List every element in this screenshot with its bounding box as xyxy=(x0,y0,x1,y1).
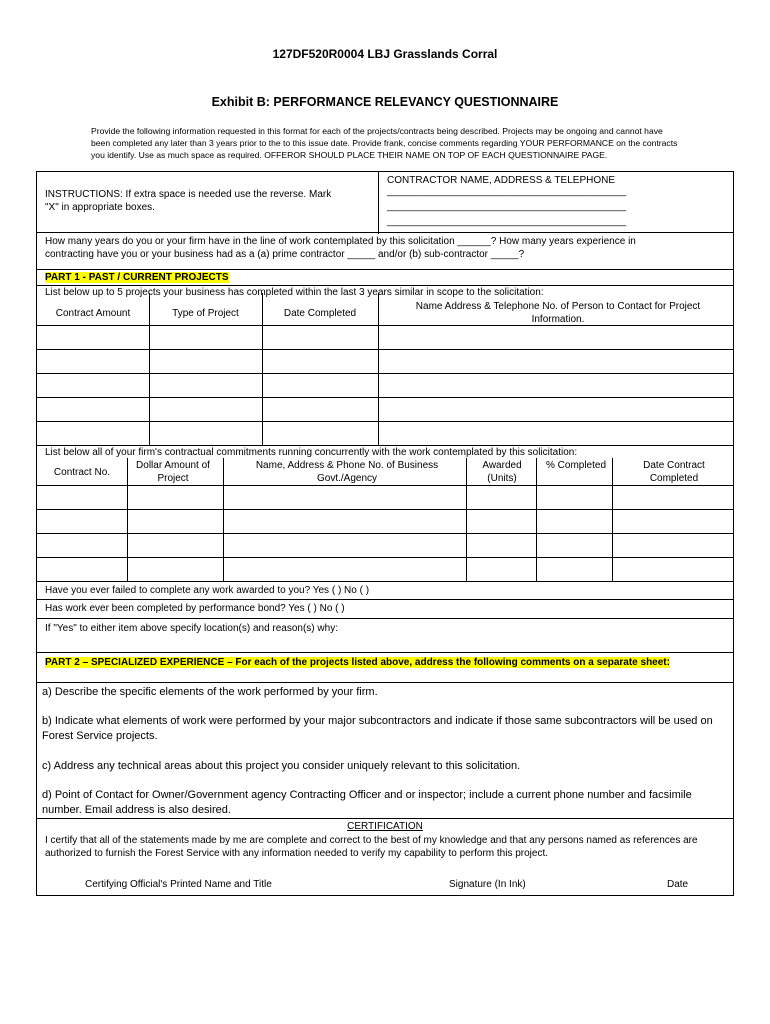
instructions-text: INSTRUCTIONS: If extra space is needed use the reverse. Mark "X" in appropriate boxes. xyxy=(45,189,332,213)
certification-text: I certify that all of the statements made by me are complete and correct to the best of my knowledge and that any persons named as references are authorized to furnish the Forest Service with any information needed to verify my capability to perform this project. xyxy=(45,835,698,859)
part2-item-c: c) Address any technical areas about this project you consider uniquely relevant to this solicitation. xyxy=(42,760,521,772)
col-awarded-units: Awarded (Units) xyxy=(482,460,522,484)
contractor-blank-2[interactable]: ___________________________________________ xyxy=(387,201,627,212)
col-contact-info: Name Address & Telephone No. of Person to Contact for Project Information. xyxy=(415,301,701,325)
contractor-box xyxy=(36,171,734,233)
col-date-contract-completed: Date Contract Completed xyxy=(643,460,705,484)
col-contract-amount: Contract Amount xyxy=(55,308,131,319)
concurrent-instruction: List below all of your firm's contractual commitments running concurrently with the work contemplated by this solicitation: xyxy=(45,447,578,458)
col-business-name: Name, Address & Phone No. of Business Govt./Agency xyxy=(255,460,439,484)
table-row[interactable] xyxy=(37,533,733,534)
exhibit-heading: Exhibit B: PERFORMANCE RELEVANCY QUESTIONNAIRE xyxy=(211,95,559,109)
part2-item-b: b) Indicate what elements of work were performed by your major subcontractors and indicate if those same subcontractors will be used on Forest Service projects. xyxy=(42,715,713,742)
part2-item-a: a) Describe the specific elements of the work performed by your firm. xyxy=(42,686,378,698)
table-row[interactable] xyxy=(37,509,733,510)
table-row[interactable] xyxy=(37,397,733,398)
intro-paragraph: Provide the following information requested in this format for each of the projects/contracts being described. Projects may be ongoing and cannot have been completed any later than 3 years prior to the to this issue date. Provide frank, concise comments regarding YOUR PERFORMANCE on the contracts you identify. Use as much space as required. OFFEROR SHOULD PLACE THEIR NAME ON TOP OF EACH QUESTIONNAIRE PAGE. xyxy=(91,126,678,160)
certifying-official-label: Certifying Official's Printed Name and Title xyxy=(85,879,272,890)
date-label: Date xyxy=(667,879,689,890)
col-contract-no: Contract No. xyxy=(53,467,111,478)
table-row[interactable] xyxy=(37,421,733,422)
part2-heading: PART 2 – SPECIALIZED EXPERIENCE – For each of the projects listed above, address the following comments on a separate sheet: xyxy=(45,657,670,668)
questionnaire-form xyxy=(36,232,734,896)
col-type-of-project: Type of Project xyxy=(172,308,239,319)
contractor-blank-1[interactable]: ___________________________________________ xyxy=(387,186,627,197)
contractor-label: CONTRACTOR NAME, ADDRESS & TELEPHONE xyxy=(387,175,616,186)
yes-explanation-prompt[interactable]: If "Yes" to either item above specify location(s) and reason(s) why: xyxy=(45,623,338,634)
part2-item-d: d) Point of Contact for Owner/Government agency Contracting Officer and or inspector; include a current phone number and facsimile number. Email address is also desired. xyxy=(42,789,692,816)
table-row[interactable] xyxy=(37,557,733,558)
col-percent-completed: % Completed xyxy=(545,460,607,471)
divider xyxy=(37,269,733,270)
col-date-completed: Date Completed xyxy=(283,308,357,319)
certification-heading: CERTIFICATION xyxy=(347,821,423,832)
years-question-line2: contracting have you or your business had as a (a) prime contractor _____ and/or (b) sub-contractor _____? xyxy=(45,249,525,260)
part1-instruction: List below up to 5 projects your business has completed within the last 3 years similar in scope to the solicitation: xyxy=(45,287,544,298)
failed-to-complete-question[interactable]: Have you ever failed to complete any work awarded to you? Yes ( ) No ( ) xyxy=(45,585,370,596)
part1-heading: PART 1 - PAST / CURRENT PROJECTS xyxy=(45,272,229,283)
vertical-divider xyxy=(378,172,379,234)
part1-table xyxy=(37,325,733,445)
table-row[interactable] xyxy=(37,373,733,374)
performance-bond-question[interactable]: Has work ever been completed by performance bond? Yes ( ) No ( ) xyxy=(45,603,345,614)
contractor-blank-3[interactable]: ___________________________________________ xyxy=(387,216,627,227)
concurrent-table xyxy=(37,485,733,581)
signature-label: Signature (In Ink) xyxy=(449,879,526,890)
table-row[interactable] xyxy=(37,349,733,350)
document-title: 127DF520R0004 LBJ Grasslands Corral xyxy=(272,47,498,61)
col-dollar-amount: Dollar Amount of Project xyxy=(136,460,210,484)
years-question-line1: How many years do you or your firm have in the line of work contemplated by this solicitation ______? How many years experience in xyxy=(45,236,636,247)
